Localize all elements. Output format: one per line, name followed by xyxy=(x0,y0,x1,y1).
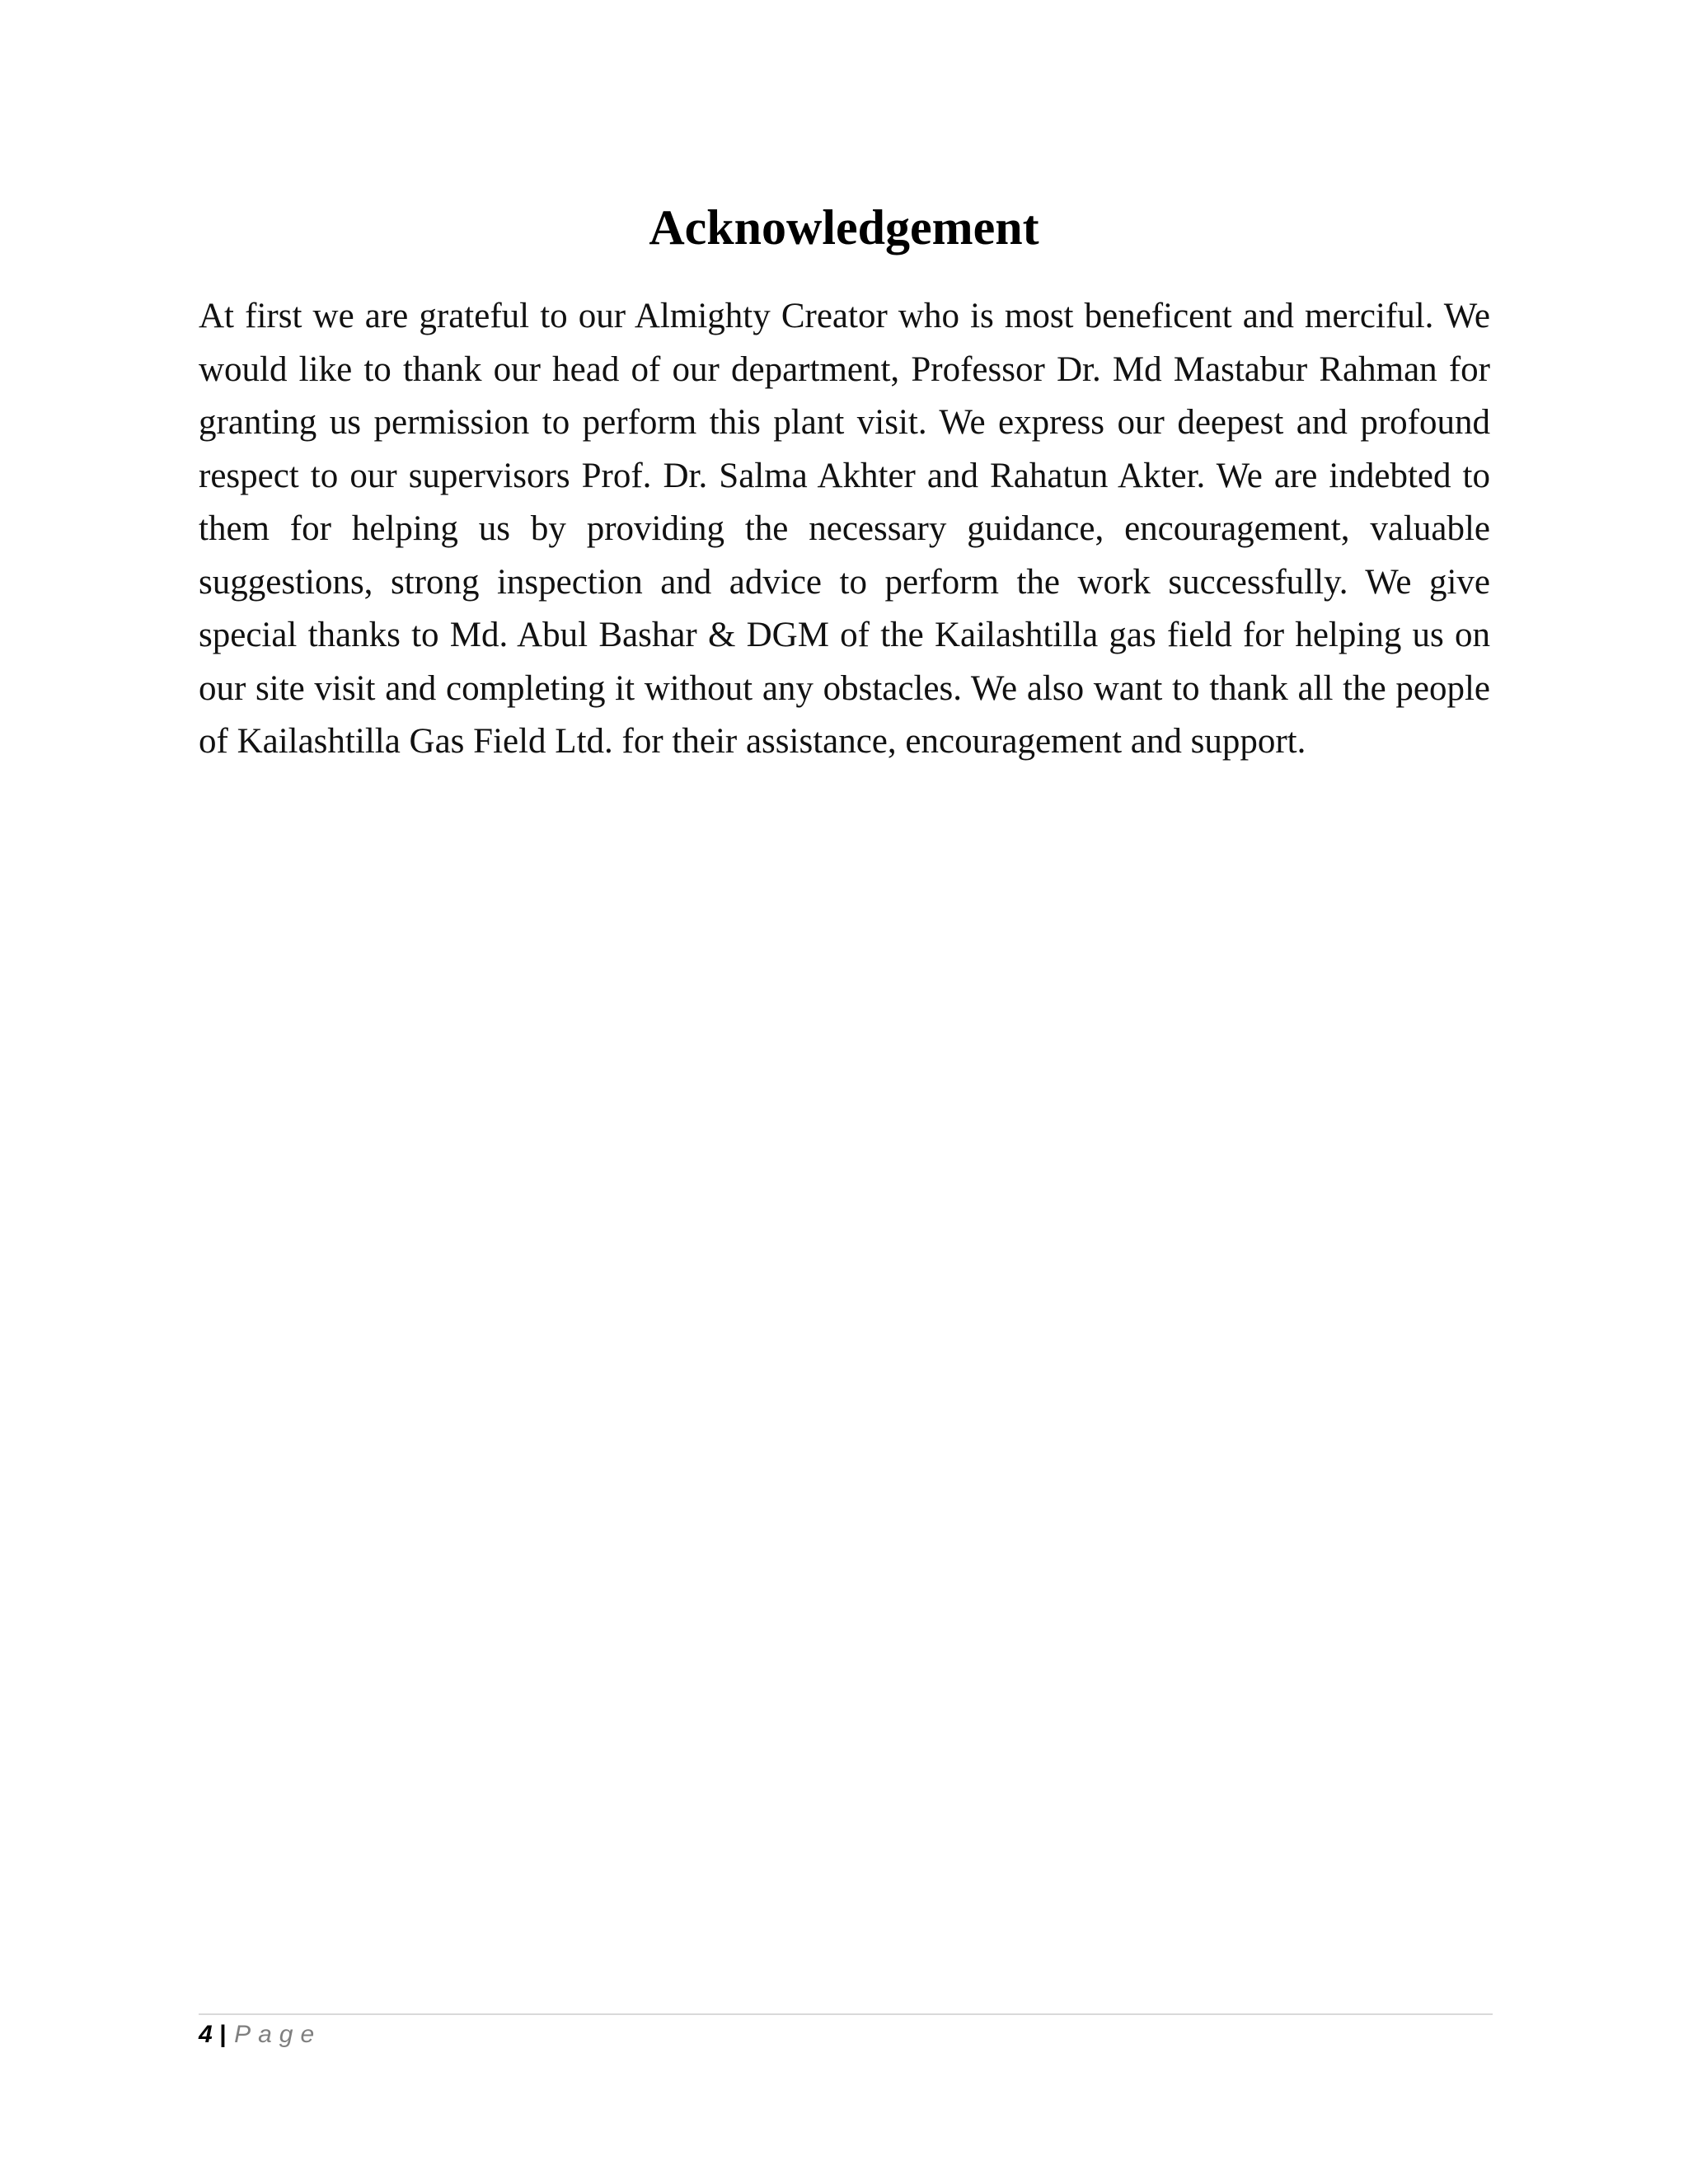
page-label: Page xyxy=(234,2021,322,2048)
acknowledgement-paragraph: At first we are grateful to our Almighty Creator who is most beneficent and merciful. We would like to thank our head of our department, Professor Dr. Md Mastabur Rahman for granting us permission to perform this plant visit. We express our deepest and profound respect to our supervisors Prof. Dr. Salma Akhter and Rahatun Akter. We are indebted to them for helping us by providing the necessary guidance, encouragement, valuable suggestions, strong inspection and advice to perform the work successfully. We give special thanks to Md. Abul Bashar & DGM of the Kailashtilla gas field for helping us on our site visit and completing it without any obstacles. We also want to thank all the people of Kailashtilla Gas Field Ltd. for their assistance, encouragement and support. xyxy=(199,297,1490,761)
footer-divider xyxy=(199,2013,1493,2015)
footer-separator: | xyxy=(218,2021,227,2048)
page-footer xyxy=(199,2017,321,2053)
page-title: Acknowledgement xyxy=(649,200,1039,255)
page-number: 4 xyxy=(199,2021,213,2048)
